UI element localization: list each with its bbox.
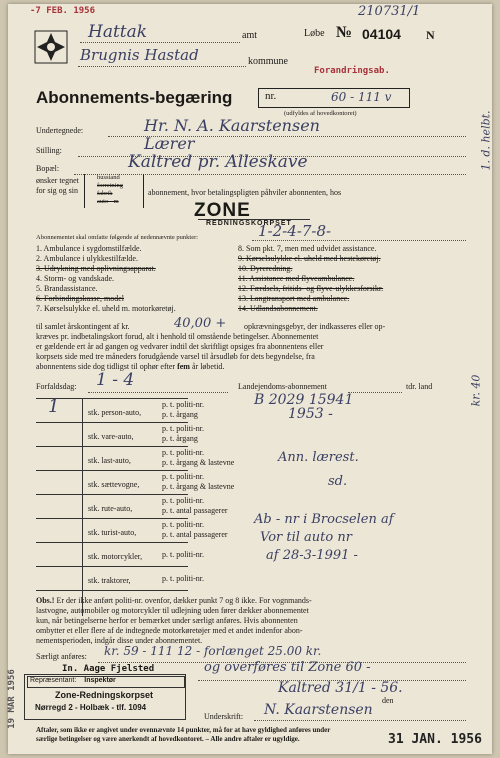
point-10: 10. Dyreredning. [238,264,293,273]
vehicle-row-rule [36,518,188,519]
margin-note-2: kr. 40 [469,374,483,407]
tdr-land-label: tdr. land [406,382,433,391]
vehicle-sub: p. t. antal passagerer [162,530,228,539]
terms-line3: er gældende ert år ad gangen og vedvarer indtil det skriftligt opsiges fra abonnentens eller [36,342,324,351]
reference-number: 210731/1 [358,4,421,19]
logo-subtitle: REDNINGSKORPSET [206,220,292,227]
place-name: Hattak [88,22,148,42]
number-symbol: № [336,24,353,41]
point-6: 6. Forbindingskasse, model [36,294,124,303]
obs-line-4: ombytter et eller flere af de indtegnede motorkøretøjer med et andet indenfor abon- [36,626,303,635]
point-4: 4. Storm- og vandskade. [36,274,114,283]
vehicle-value: Vor til auto nr [260,530,352,545]
abonnement-type-box [84,174,144,208]
logo-name: ZONE [194,200,251,221]
option-forretning: forretning [97,182,123,189]
signature-line [254,720,466,721]
vehicle-count: 1 [48,396,60,417]
point-14: 14. Udlandsabonnement. [238,304,318,313]
series-letter: N [426,28,435,42]
vehicle-sub: p. t. politi-nr. [162,472,204,481]
representative-title: Inspektør [84,677,116,684]
side-date-stamp: 19 MAR 1956 [6,669,17,729]
vehicle-row-rule [36,470,188,471]
amt-label: amt [242,30,257,41]
obs-line-1 [36,596,312,605]
nr-box [258,88,410,108]
onsker-label: ønsker tegnet for sig og sin [36,176,79,195]
vehicle-value: Ann. lærest. [278,450,359,465]
forfald-label: Forfaldsdag: [36,382,77,391]
point-12: 12. Færdsels, fritids- og flyve-ulykkesforsikr. [238,284,384,293]
point-13: 13. Langtransport med ambulance. [238,294,350,303]
vehicle-row-rule [36,422,188,423]
subscription-form [8,4,492,754]
vehicle-row-rule [36,590,188,591]
nr-note: (udfyldes af hovedkontoret) [284,110,357,117]
terms-line5-a: abonnentens side dog tidligst til ophør efter [36,362,176,371]
representative-box [24,674,186,720]
stilling-value: Lærer [144,134,195,153]
representative-address: Nørregd 2 - Holbæk - tlf. 1094 [35,703,147,712]
agent-stamp: In. Aage Fjelsted [62,664,155,674]
vehicle-value: sd. [328,474,348,489]
place-date: Kaltred 31/1 - 56. [278,680,403,696]
vehicle-sub: p. t. årgang & lastevne [162,458,235,467]
vehicle-row-rule [36,446,188,447]
vehicle-sub: p. t. politi-nr. [162,448,204,457]
kommune-name: Brugnis Hastad [80,46,199,64]
receipt-date-stamp: -7 FEB. 1956 [30,6,96,16]
signature-value: N. Kaarstensen [264,702,373,718]
vehicle-sub: p. t. antal passagerer [162,506,228,515]
vehicle-label: stk. sættevogne, [88,480,140,489]
kommune-label: kommune [248,56,288,67]
den-label: den [382,696,394,705]
serial-number: 04104 [362,26,401,42]
vehicle-sub: p. t. årgang [162,434,198,443]
landejendom-label: Landejendoms-abonnement [238,382,327,391]
point-7: 7. Kørselsulykke el. uheld m. motorkøretøj. [36,304,176,313]
margin-note: 1. d. helbt. [479,110,493,171]
terms-line4: korpsets side med tre måneders forudgående varsel til årsudløb for dets begyndelse, fra [36,352,315,361]
received-date-stamp: 31 JAN. 1956 [388,732,482,747]
points-intro: Abonnementet skal omfatte følgende af nedennævnte punkter: [36,234,199,241]
vehicle-label: stk. vare-auto, [88,432,134,441]
terms-line5-bold: fem [177,362,190,371]
undertegnede-label: Undertegnede: [36,126,84,135]
signature-label: Underskrift: [204,712,244,721]
point-5: 5. Brandassistance. [36,284,98,293]
obs-line-3: kun, når betingelserne herfor er bemærket under særligt anføres. Hvis abonnenten [36,616,298,625]
option-fabrik: fabrik [97,190,113,197]
point-2: 2. Ambulance i ulykkestilfælde. [36,254,138,263]
vehicle-value: 1953 - [288,406,333,422]
forfald-value: 1 - 4 [96,370,135,390]
vehicle-value: Ab - nr i Brocselen af [254,512,394,527]
obs-text-1: Er der ikke anført politi-nr. ovenfor, dækker punkt 7 og 8 ikke. For vognmands- [56,596,312,605]
change-stamp: Forandringsab. [314,66,390,76]
vehicle-sub: p. t. politi-nr. [162,424,204,433]
terms-line1-b: opkrævningsgebyr, der indkasseres eller op- [244,322,386,331]
forfald-line [88,392,228,393]
point-1: 1. Ambulance i sygdomstilfælde. [36,244,142,253]
point-9: 9. Kørselsulykke el. uheld med hestekøretøj. [238,254,381,263]
point-3: 3. Udrykning med oplivningsapparat. [36,264,156,273]
kommune-line [78,66,246,67]
annual-fee: 40,00 + [174,316,227,331]
vehicle-label: stk. rute-auto, [88,504,133,513]
vehicle-label: stk. motorcykler, [88,552,143,561]
vehicle-label: stk. person-auto, [88,408,142,417]
special-line-1: kr. 59 - 111 12 - forlænget 25.00 kr. [104,644,322,658]
place-line [80,42,240,43]
vehicle-label: stk. last-auto, [88,456,131,465]
vehicle-row-rule [36,494,188,495]
obs-label: Obs.! [36,596,55,605]
point-8: 8. Som pkt. 7, men med udvidet assistance. [238,244,377,253]
vehicle-label: stk. traktorer, [88,576,131,585]
points-line [252,240,466,241]
obs-line-2: lastvogne, automobiler og motorcykler til udlejning uden fører dækker abonnementet [36,606,309,615]
vehicle-sub: p. t. politi-nr. [162,574,204,583]
landejendom-line [348,392,402,393]
option-auto: auto - m [97,198,119,205]
vehicle-value: af 28-3-1991 - [266,548,358,563]
nr-value: 60 - 111 v [331,90,392,104]
vehicle-table-divider [82,398,83,616]
special-line-2: og overføres til Zone 60 - [204,660,371,675]
representative-company: Zone-Redningskorpset [55,690,154,700]
footer-line-2: særlige betingelser og være anerkendt af hovedkontoret. – Alle andre aftaler er ugyldige. [36,735,300,743]
vehicle-row-rule [36,542,188,543]
nr-label: nr. [265,90,277,102]
vehicle-row-rule [36,566,188,567]
option-husstand: husstand [97,174,120,181]
vehicle-sub: p. t. politi-nr. [162,400,204,409]
logo-rule [198,219,310,220]
vehicle-label: stk. turist-auto, [88,528,137,537]
terms-line5-b: år løbetid. [191,362,225,371]
vehicle-sub: p. t. politi-nr. [162,550,204,559]
lobe-label: Løbe [304,28,325,39]
vehicle-sub: p. t. årgang & lastevne [162,482,235,491]
vehicle-sub: p. t. politi-nr. [162,520,204,529]
bopael-label: Bopæl: [36,164,60,173]
bopael-value: Kaltred pr. Alleskave [128,152,308,172]
vehicle-sub: p. t. politi-nr. [162,496,204,505]
terms-line2: kræves pr. indbetalingskort forud, alt i henhold til omstående betingelser. Abonnementet [36,332,319,341]
representative-header [27,676,185,688]
terms-line1-a: til samlet årskontingent af kr. [36,322,130,331]
vehicle-sub: p. t. årgang [162,410,198,419]
zone-cross-emblem-icon [34,30,68,64]
special-label: Særligt anføres: [36,652,87,661]
obs-line-5: nementsperioden, indgår disse under abonnementet. [36,636,203,645]
point-11: 11. Assistance med flyveambulance. [238,274,355,283]
representative-label: Repræsentant: [30,677,77,684]
vehicle-value: B 2029 15941 [254,392,354,408]
stilling-label: Stilling: [36,146,62,155]
undertegnede-value: Hr. N. A. Kaarstensen [144,116,320,135]
abonnement-text: abonnement, hvor betalingspligten påhviler abonnenten, hos [148,188,342,197]
points-selected: 1-2-4-7-8- [258,222,332,240]
footer-line-1: Aftaler, som ikke er angivet under ovennævnte 14 punkter, må for at have gyldighed anføres under [36,726,331,734]
form-title: Abonnements-begæring [36,88,233,107]
